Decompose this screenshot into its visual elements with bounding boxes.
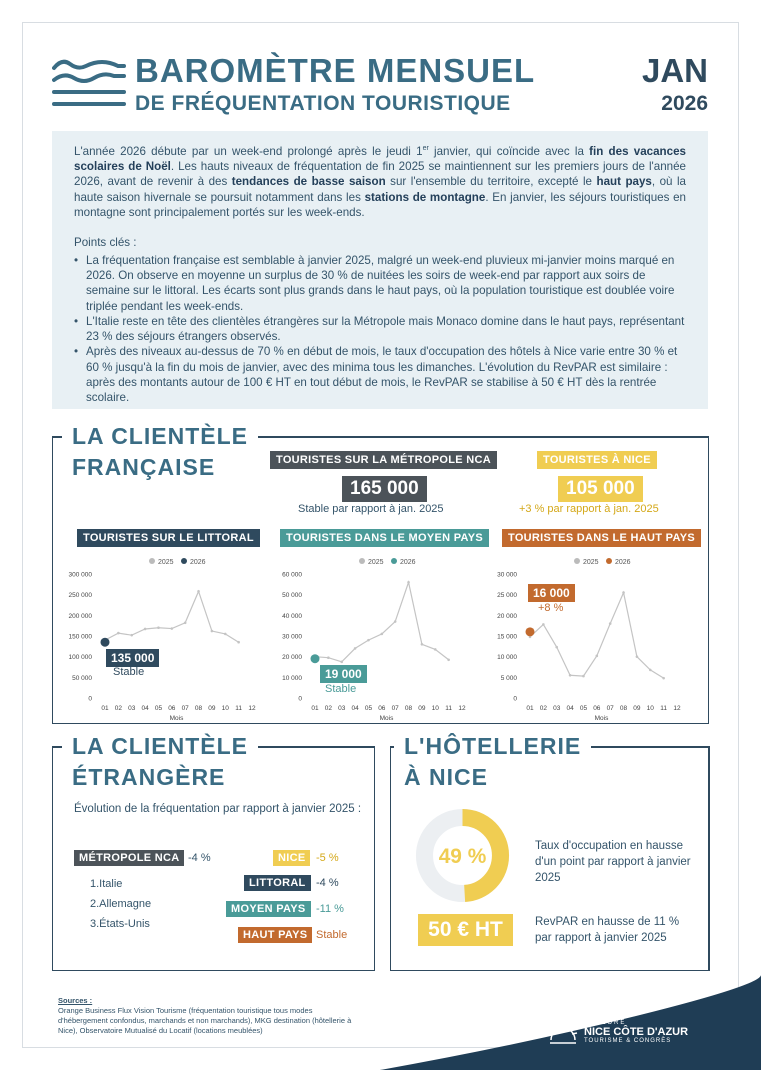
occupancy-text: Taux d'occupation en hausse d'un point par rapport à janvier 2025 xyxy=(535,840,691,884)
key-point: • La fréquentation française est semblable à janvier 2025, malgré un week-end pluvieux mi-janvier moins marqué en 2026. On observe en moyenne un surplus de 30 % de nuitées les soirs de week-end par rapport aux soirs de semaine sur le littoral. Les écarts sont plus grands dans le haut pays, où la population touristique est doublée voire triplée pendant les week-ends. xyxy=(74,253,686,314)
x-tick-label: 07 xyxy=(181,705,189,712)
x-tick-label: 02 xyxy=(324,705,332,712)
y-tick-label: 60 000 xyxy=(282,571,302,579)
x-tick-label: 08 xyxy=(194,705,203,712)
section-title-line: LA CLIENTÈLE xyxy=(72,423,248,449)
x-axis-label: Mois xyxy=(169,715,184,722)
y-tick-label: 0 xyxy=(513,695,517,703)
metro-note: Stable par rapport à jan. 2025 xyxy=(298,503,444,515)
chart-moyen-svg xyxy=(270,552,470,722)
foreign-haut-tag: HAUT PAYS xyxy=(238,927,312,943)
haut-annotation-note: +8 % xyxy=(538,602,564,614)
nice-pill: TOURISTES À NICE xyxy=(537,451,657,469)
data-point-2025 xyxy=(447,658,450,661)
x-tick-label: 10 xyxy=(221,705,229,712)
y-tick-label: 250 000 xyxy=(68,592,92,600)
moyen-annotation-value: 19 000 xyxy=(320,665,367,683)
data-point-2025 xyxy=(171,627,174,630)
x-tick-label: 04 xyxy=(141,705,149,712)
chart-title-moyen: TOURISTES DANS LE MOYEN PAYS xyxy=(280,529,489,547)
section-title-line: FRANÇAISE xyxy=(72,454,216,480)
chart-littoral-svg xyxy=(60,552,260,722)
y-tick-label: 15 000 xyxy=(497,633,517,641)
country-item: 3.États-Unis xyxy=(90,918,150,930)
occupancy-value: 49 % xyxy=(438,845,487,869)
brand-logo xyxy=(548,1020,738,1044)
data-point-2025 xyxy=(394,620,397,623)
chart-title-haut: TOURISTES DANS LE HAUT PAYS xyxy=(502,529,701,547)
legend-label-2025: 2025 xyxy=(368,559,384,566)
x-tick-label: 06 xyxy=(168,705,176,712)
y-tick-label: 30 000 xyxy=(497,571,517,579)
nice-note: +3 % par rapport à jan. 2025 xyxy=(519,503,659,515)
y-tick-label: 150 000 xyxy=(68,633,92,641)
foreign-haut-value: Stable xyxy=(316,929,348,941)
y-tick-label: 50 000 xyxy=(72,674,92,682)
littoral-annotation-note: Stable xyxy=(113,666,145,678)
data-point-2025 xyxy=(340,661,343,664)
foreign-nice-tag: NICE xyxy=(273,850,310,866)
x-tick-label: 07 xyxy=(391,705,399,712)
y-tick-label: 10 000 xyxy=(497,654,517,662)
section-title-line: L'HÔTELLERIE xyxy=(404,733,582,759)
littoral-annotation-value: 135 000 xyxy=(106,649,159,667)
data-point-2025 xyxy=(434,648,437,651)
intro-bold: fin des vacances scolaires de Noël xyxy=(74,144,686,174)
data-point-2026 xyxy=(101,638,110,647)
data-point-2025 xyxy=(542,623,545,626)
x-axis-label: Mois xyxy=(594,715,609,722)
x-tick-label: 12 xyxy=(458,705,466,712)
data-point-2025 xyxy=(596,655,599,658)
x-tick-label: 01 xyxy=(101,705,109,712)
foreign-evolution-text: Évolution de la fréquentation par rapport à janvier 2025 : xyxy=(74,803,362,815)
intro-sup: er xyxy=(422,145,429,152)
data-point-2025 xyxy=(622,591,625,594)
hotel-section-title xyxy=(394,731,591,762)
x-tick-label: 05 xyxy=(364,705,373,712)
data-point-2026 xyxy=(526,627,535,636)
x-tick-label: 03 xyxy=(553,705,561,712)
y-tick-label: 200 000 xyxy=(68,612,92,620)
x-tick-label: 02 xyxy=(114,705,122,712)
data-point-2025 xyxy=(130,634,133,637)
hotel-section-right-line xyxy=(708,746,710,971)
key-point: • Après des niveaux au-dessus de 70 % en début de mois, le taux d'occupation des hôtels à Nice varie entre 30 % et 60 % jusqu'à la fin du mois de janvier, avec des minima tous les dimanches. L'évolution du RevPAR est similaire : après des montants autour de 100 € HT en tout début de mois, le RevPAR se stabilise à 50 € HT dès la rentrée scolaire. xyxy=(74,344,686,405)
y-tick-label: 50 000 xyxy=(282,592,302,600)
month-label: JAN xyxy=(641,52,708,89)
data-point-2025 xyxy=(237,641,240,644)
data-point-2025 xyxy=(555,646,558,649)
legend-marker-2026 xyxy=(606,558,612,564)
y-tick-label: 100 000 xyxy=(68,654,92,662)
x-tick-label: 05 xyxy=(154,705,163,712)
foreign-littoral-tag: LITTORAL xyxy=(244,875,311,891)
y-tick-label: 40 000 xyxy=(282,612,302,620)
data-point-2025 xyxy=(636,655,639,658)
sources-label: Sources : xyxy=(58,996,93,1005)
data-point-2025 xyxy=(582,675,585,678)
y-tick-label: 25 000 xyxy=(497,592,517,600)
data-point-2025 xyxy=(117,632,120,635)
brand-main: NICE CÔTE D'AZUR xyxy=(584,1026,689,1038)
x-tick-label: 05 xyxy=(579,705,588,712)
french-section-title xyxy=(62,421,258,452)
intro-text: sur l'ensemble du territoire, excepté le xyxy=(385,175,597,189)
chart-haut-svg xyxy=(485,552,685,722)
foreign-moyen-tag: MOYEN PAYS xyxy=(226,901,311,917)
legend-marker-2025 xyxy=(574,558,580,564)
data-point-2025 xyxy=(197,590,200,593)
y-tick-label: 300 000 xyxy=(68,571,92,579)
waves-logo-icon xyxy=(52,56,126,112)
y-tick-label: 5 000 xyxy=(500,674,517,682)
intro-bold: tendances de basse saison xyxy=(231,175,386,189)
legend-marker-2025 xyxy=(149,558,155,564)
y-tick-label: 0 xyxy=(88,695,92,703)
data-point-2025 xyxy=(211,630,214,633)
data-point-2025 xyxy=(381,633,384,636)
x-tick-label: 09 xyxy=(418,705,426,712)
foreign-section-title xyxy=(62,731,258,762)
chart-moyen xyxy=(270,552,470,727)
french-section-title-2 xyxy=(72,452,215,483)
chart-title-littoral: TOURISTES SUR LE LITTORAL xyxy=(77,529,260,547)
key-points-list xyxy=(74,253,686,406)
data-point-2025 xyxy=(609,622,612,625)
data-point-2025 xyxy=(662,677,665,680)
occupancy-donut xyxy=(415,808,510,903)
x-tick-label: 11 xyxy=(235,705,243,712)
sun-logo-icon xyxy=(548,1020,578,1044)
data-point-2025 xyxy=(224,633,227,636)
intro-text: janvier, qui coïncide avec la xyxy=(428,144,590,158)
intro-paragraph xyxy=(74,141,686,220)
x-tick-label: 03 xyxy=(128,705,136,712)
legend-marker-2025 xyxy=(359,558,365,564)
intro-text: , où la haute saison hivernale se poursuit notamment dans les xyxy=(74,175,686,204)
foreign-section-title-2 xyxy=(72,762,225,793)
data-point-2025 xyxy=(184,621,187,624)
foreign-metro-value: -4 % xyxy=(188,852,211,864)
x-axis-label: Mois xyxy=(379,715,394,722)
x-tick-label: 03 xyxy=(338,705,346,712)
x-tick-label: 08 xyxy=(404,705,413,712)
x-tick-label: 04 xyxy=(351,705,359,712)
x-tick-label: 12 xyxy=(248,705,256,712)
foreign-nice-value: -5 % xyxy=(316,852,339,864)
sources xyxy=(58,996,358,1036)
revpar-text: RevPAR en hausse de 11 % par rapport à janvier 2025 xyxy=(535,916,680,944)
section-title-line: LA CLIENTÈLE xyxy=(72,733,248,759)
legend-label-2025: 2025 xyxy=(158,559,174,566)
revpar-value: 50 € HT xyxy=(418,914,513,946)
legend-label-2026: 2026 xyxy=(190,559,206,566)
moyen-annotation-note: Stable xyxy=(325,683,357,695)
y-tick-label: 30 000 xyxy=(282,633,302,641)
y-tick-label: 20 000 xyxy=(497,612,517,620)
intro-bold: stations de montagne xyxy=(364,190,486,204)
series-line-2025 xyxy=(105,591,239,642)
data-point-2025 xyxy=(157,626,160,629)
x-tick-label: 09 xyxy=(633,705,641,712)
year-label: 2026 xyxy=(661,92,708,115)
data-point-2025 xyxy=(649,669,652,672)
intro-text: L'année 2026 débute par un week-end prolongé après le jeudi 1 xyxy=(74,144,423,158)
data-point-2025 xyxy=(354,647,357,650)
legend-label-2025: 2025 xyxy=(583,559,599,566)
y-tick-label: 10 000 xyxy=(282,674,302,682)
data-point-2025 xyxy=(367,639,370,642)
x-tick-label: 06 xyxy=(378,705,386,712)
metro-pill: TOURISTES SUR LA MÉTROPOLE NCA xyxy=(270,451,497,469)
chart-littoral xyxy=(60,552,260,727)
series-line-2025 xyxy=(315,582,449,662)
x-tick-label: 01 xyxy=(311,705,319,712)
y-tick-label: 20 000 xyxy=(282,654,302,662)
nice-value: 105 000 xyxy=(558,476,643,502)
y-tick-label: 0 xyxy=(298,695,302,703)
x-tick-label: 10 xyxy=(431,705,439,712)
intro-text: . En janvier, les séjours touristiques en montagne sont principalement portés sur les week-ends. xyxy=(74,190,686,220)
legend-label-2026: 2026 xyxy=(400,559,416,566)
data-point-2026 xyxy=(311,654,320,663)
x-tick-label: 06 xyxy=(593,705,601,712)
x-tick-label: 08 xyxy=(619,705,628,712)
metro-value: 165 000 xyxy=(342,476,427,502)
x-tick-label: 04 xyxy=(566,705,574,712)
page-title: BAROMÈTRE MENSUEL xyxy=(135,52,536,89)
x-tick-label: 02 xyxy=(539,705,547,712)
intro-bold: haut pays xyxy=(596,175,652,189)
x-tick-label: 10 xyxy=(646,705,654,712)
chart-haut xyxy=(485,552,685,727)
legend-label-2026: 2026 xyxy=(615,559,631,566)
data-point-2025 xyxy=(407,581,410,584)
x-tick-label: 11 xyxy=(445,705,453,712)
data-point-2025 xyxy=(569,674,572,677)
country-item: 2.Allemagne xyxy=(90,898,152,910)
foreign-littoral-value: -4 % xyxy=(316,877,339,889)
x-tick-label: 09 xyxy=(208,705,216,712)
sources-text: Orange Business Flux Vision Tourisme (fréquentation touristique tous modes d'hébergement confondus, marchands et non marchands), MKG destination (hôtellerie à Nice), Observatoire Mutualisé du Locatif (locations meublées) xyxy=(58,1006,352,1035)
data-point-2025 xyxy=(144,628,147,631)
x-tick-label: 01 xyxy=(526,705,534,712)
legend-marker-2026 xyxy=(181,558,187,564)
page-subtitle: DE FRÉQUENTATION TOURISTIQUE xyxy=(135,92,511,115)
country-item: 1.Italie xyxy=(90,878,123,890)
key-points-label: Points clés : xyxy=(74,236,137,250)
haut-annotation-value: 16 000 xyxy=(528,584,575,602)
x-tick-label: 11 xyxy=(660,705,668,712)
x-tick-label: 07 xyxy=(606,705,614,712)
x-tick-label: 12 xyxy=(673,705,681,712)
section-title-line: À NICE xyxy=(404,764,488,790)
legend-marker-2026 xyxy=(391,558,397,564)
intro-box xyxy=(52,131,708,409)
hotel-section-title-2 xyxy=(404,762,488,793)
key-point: • L'Italie reste en tête des clientèles étrangères sur la Métropole mais Monaco domine dans le haut pays, représentant 23 % des séjours étrangers observés. xyxy=(74,314,686,345)
section-title-line: ÉTRANGÈRE xyxy=(72,764,226,790)
intro-text: . Les hauts niveaux de fréquentation de fin 2025 se maintiennent sur les premiers jours de l'année 2026, avant de revenir à des xyxy=(74,160,686,189)
foreign-metro-tag: MÉTROPOLE NCA xyxy=(74,850,184,866)
foreign-moyen-value: -11 % xyxy=(316,903,344,915)
brand-bottom: TOURISME & CONGRÈS xyxy=(584,1038,672,1044)
data-point-2025 xyxy=(421,643,424,646)
brand-top: EXPLORE xyxy=(584,1020,627,1026)
data-point-2025 xyxy=(327,656,330,659)
